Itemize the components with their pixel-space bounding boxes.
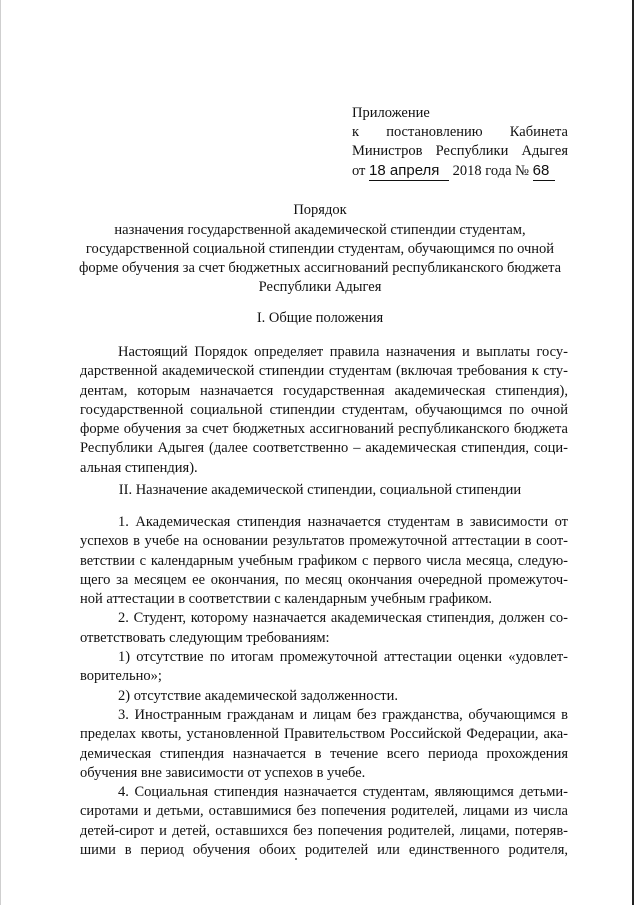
paragraph-line: сиротами и детьми, оставшимися без попечения родителей, лицами из числа (80, 803, 568, 820)
appendix-word: Кабинета (509, 124, 568, 140)
paragraph-line: ветствии с календарным учебным графиком с первого числа месяца, следую- (80, 552, 568, 569)
paragraph-line: ответствовать следующим требованиям: (80, 629, 330, 646)
paragraph-line: форме обучения за счет бюджетных ассигнований республиканского бюджета (80, 421, 568, 438)
section-1-paragraph (80, 343, 568, 478)
paragraph-line: 1) отсутствие по итогам промежуточной аттестации оценки «удовлет- (118, 649, 568, 666)
paragraph-line: Настоящий Порядок определяет правила назначения и выплаты госу- (118, 344, 568, 360)
title-line: назначения государственной академической стипендии студентам, (114, 222, 526, 238)
paragraph-line: 3. Иностранным гражданам и лицам без гражданства, обучающимся в (118, 706, 568, 723)
paragraph-line: ной аттестации в соответствии с календарным учебным графиком. (80, 591, 493, 608)
handwritten-number: 68 (533, 161, 555, 181)
year-text: 2018 года № (452, 163, 529, 179)
date-prefix: от (352, 163, 366, 179)
paragraph-line: щего за месяцем ее окончания, по месяц окончания очередной промежуточ- (80, 571, 568, 588)
paragraph-line: ворительно»; (80, 668, 162, 685)
appendix-line-3 (352, 142, 568, 161)
paragraph-line: демическая стипендия назначается в течение всего периода прохождения (80, 745, 568, 762)
title-line: форме обучения за счет бюджетных ассигнований республиканского бюджета (78, 260, 562, 276)
paragraph-line: 2. Студент, которому назначается академическая стипендия, должен со- (118, 610, 568, 627)
paragraph-line: обучения вне зависимости от успехов в учебе. (80, 764, 366, 781)
section-2-text (80, 513, 568, 860)
scan-right-edge (632, 0, 634, 905)
appendix-word: Министров (352, 143, 423, 159)
paragraph-line: 4. Социальная стипендия назначается студентам, являющимся детьми- (118, 784, 568, 801)
document-title-block (68, 201, 572, 297)
appendix-line-2 (352, 123, 568, 142)
paragraph-line: 2) отсутствие академической задолженности. (118, 687, 399, 704)
document-heading: Порядок (293, 202, 347, 218)
appendix-word: Адыгея (521, 143, 568, 159)
paragraph-line: дарственной академической стипендии студентам (включая требования к сту- (80, 363, 568, 380)
paragraph-line: дентам, которым назначается государственная академическая стипендия), (80, 382, 568, 399)
paragraph-line: Республики Адыгея (далее соответственно – академическая стипендия, соци- (80, 440, 568, 457)
appendix-date-line (352, 161, 568, 181)
paragraph-line: 1. Академическая стипендия назначается студентам в зависимости от (118, 514, 568, 530)
paragraph-line: шими в период обучения обоих родителей или единственного родителя, (80, 842, 568, 859)
handwritten-date: 18 апреля (369, 161, 449, 181)
title-line: государственной социальной стипендии студентам, обучающимся по очной (85, 241, 555, 257)
scan-speck (295, 858, 297, 860)
paragraph-line: пределах квоты, установленной Правительством Российской Федерации, ака- (80, 726, 568, 743)
appendix-word: к (352, 124, 360, 140)
paragraph-line: государственной социальной стипендии студентам, обучающимся по очной (80, 401, 568, 418)
paragraph-line: альная стипендия). (80, 459, 198, 476)
paragraph-line: детей-сирот и детей, оставшихся без попечения родителей, лицами, потеряв- (80, 822, 568, 839)
section-2-title: II. Назначение академической стипендии, социальной стипендии (118, 482, 522, 498)
section-1-title: I. Общие положения (256, 310, 384, 326)
appendix-line-1: Приложение (352, 105, 430, 121)
title-line: Республики Адыгея (258, 279, 382, 295)
appendix-block (352, 104, 568, 181)
appendix-word: Республики (435, 143, 509, 159)
scan-left-edge (0, 0, 1, 905)
paragraph-line: успехов в учебе на основании результатов промежуточной аттестации в соот- (80, 533, 568, 550)
appendix-word: постановлению (386, 124, 483, 140)
